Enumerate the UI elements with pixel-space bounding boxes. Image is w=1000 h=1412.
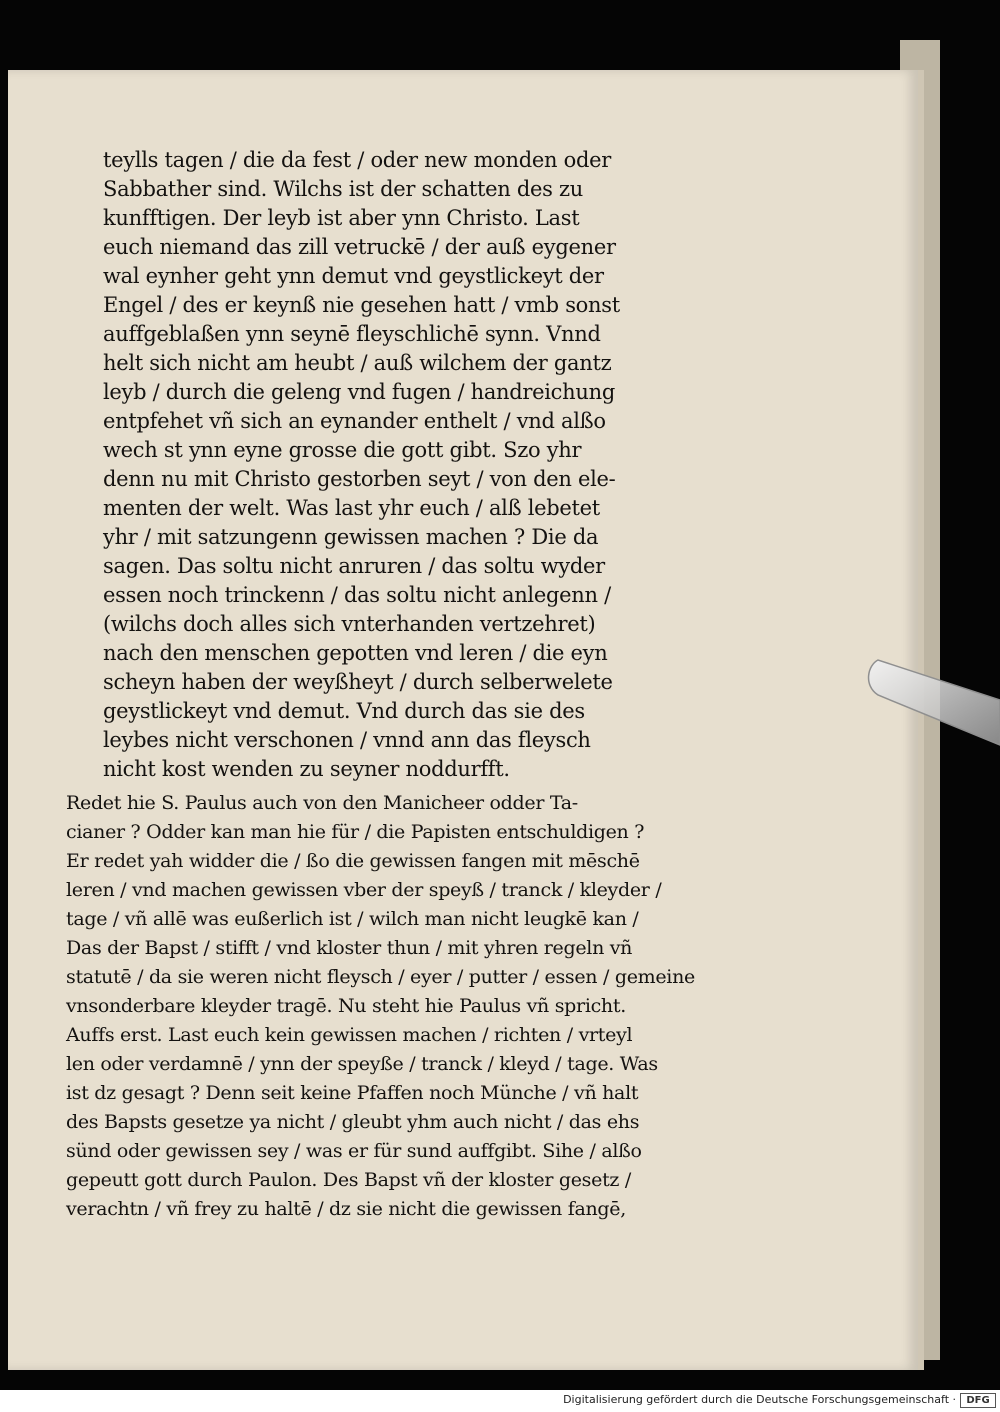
- text-line: Redet hie S. Paulus auch von den Manicheer odder Ta-: [66, 792, 578, 814]
- text-line: leren / vnd machen gewissen vber der speyß / tranck / kleyder /: [66, 879, 662, 901]
- text-line: ist dz gesagt ? Denn seit keine Pfaffen noch Münche / vñ halt: [66, 1082, 639, 1104]
- text-line: wech st ynn eyne grosse die gott gibt. Szo yhr: [103, 438, 582, 462]
- text-line: leyb / durch die geleng vnd fugen / handreichung: [103, 380, 615, 404]
- text-line: geystlickeyt vnd demut. Vnd durch das sie des: [103, 699, 585, 723]
- text-line: entpfehet vñ sich an eynander enthelt / vnd alßo: [103, 409, 606, 433]
- text-line: des Bapsts gesetze ya nicht / gleubt yhm auch nicht / das ehs: [66, 1111, 640, 1133]
- text-line: nach den menschen gepotten vnd leren / die eyn: [103, 641, 608, 665]
- funding-credit: Digitalisierung gefördert durch die Deutsche Forschungsgemeinschaft ·: [563, 1393, 956, 1406]
- text-line: Engel / des er keynß nie gesehen hatt / vmb sonst: [103, 293, 620, 317]
- text-line: auffgeblaßen ynn seynē fleyschlichē synn. Vnnd: [103, 322, 601, 346]
- text-line: yhr / mit satzungenn gewissen machen ? Die da: [103, 525, 599, 549]
- text-line: scheyn haben der weyßheyt / durch selberwelete: [103, 670, 613, 694]
- text-line: kunfftigen. Der leyb ist aber ynn Christo. Last: [103, 206, 580, 230]
- text-line: statutē / da sie weren nicht fleysch / eyer / putter / essen / gemeine: [66, 966, 695, 988]
- text-line: Auffs erst. Last euch kein gewissen machen / richten / vrteyl: [66, 1024, 633, 1046]
- footer-bar: [0, 1390, 1000, 1412]
- text-line: cianer ? Odder kan man hie für / die Papisten entschuldigen ?: [66, 821, 645, 843]
- text-line: leybes nicht verschonen / vnnd ann das fleysch: [103, 728, 591, 752]
- text-line: tage / vñ allē was eußerlich ist / wilch man nicht leugkē kan /: [66, 908, 639, 930]
- text-line: euch niemand das zill vetruckē / der auß eygener: [103, 235, 616, 259]
- text-line: teylls tagen / die da fest / oder new monden oder: [103, 148, 611, 172]
- text-line: verachtn / vñ frey zu haltē / dz sie nicht die gewissen fangē,: [66, 1198, 626, 1220]
- text-line: sünd oder gewissen sey / was er für sund auffgibt. Sihe / alßo: [66, 1140, 642, 1162]
- text-line: Er redet yah widder die / ßo die gewissen fangen mit mēschē: [66, 850, 640, 872]
- text-line: vnsonderbare kleyder tragē. Nu steht hie Paulus vñ spricht.: [66, 995, 626, 1017]
- text-line: nicht kost wenden zu seyner noddurfft.: [103, 757, 510, 781]
- text-line: Sabbather sind. Wilchs ist der schatten des zu: [103, 177, 584, 201]
- text-line: len oder verdamnē / ynn der speyße / tranck / kleyd / tage. Was: [66, 1053, 658, 1075]
- text-line: denn nu mit Christo gestorben seyt / von den ele-: [103, 467, 616, 491]
- text-line: sagen. Das soltu nicht anruren / das soltu wyder: [103, 554, 605, 578]
- text-line: menten der welt. Was last yhr euch / alß lebetet: [103, 496, 600, 520]
- text-line: essen noch trinckenn / das soltu nicht anlegenn /: [103, 583, 611, 607]
- dfg-logo: DFG: [960, 1393, 996, 1408]
- bookmark-clip-icon: [858, 640, 1000, 750]
- text-line: helt sich nicht am heubt / auß wilchem der gantz: [103, 351, 612, 375]
- text-line: Das der Bapst / stifft / vnd kloster thun / mit yhren regeln vñ: [66, 937, 633, 959]
- text-line: gepeutt gott durch Paulon. Des Bapst vñ der kloster gesetz /: [66, 1169, 631, 1191]
- text-line: (wilchs doch alles sich vnterhanden vertzehret): [103, 612, 596, 636]
- text-line: wal eynher geht ynn demut vnd geystlickeyt der: [103, 264, 604, 288]
